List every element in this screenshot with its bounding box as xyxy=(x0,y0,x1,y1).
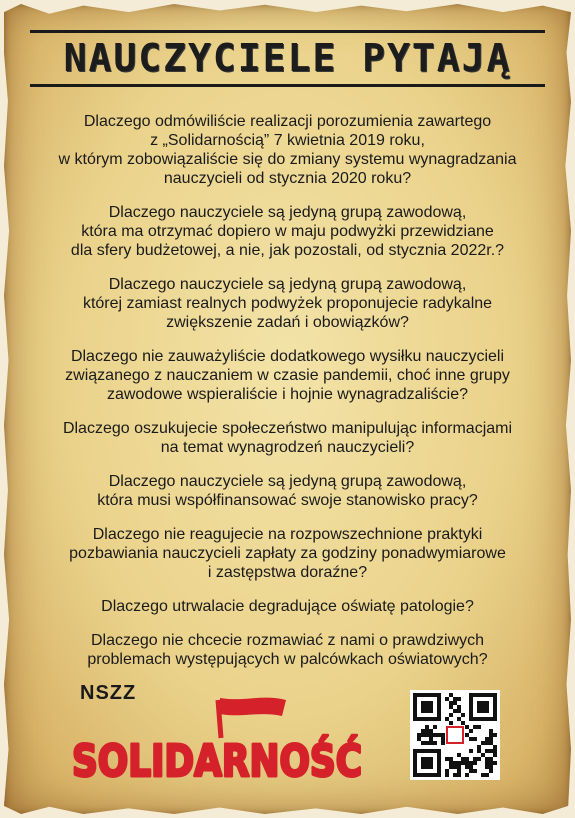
page-title: NAUCZYCIELE PYTAJĄ xyxy=(63,36,512,80)
question-line: Dlaczego nie zauważyliście dodatkowego wysiłku nauczycieli xyxy=(70,348,505,365)
question-line: i zastępstwa doraźne? xyxy=(207,564,368,581)
question-line: Dlaczego nie reagujecie na rozpowszechnione praktyki xyxy=(92,526,483,543)
question-5 xyxy=(20,419,555,457)
question-1 xyxy=(20,112,555,188)
question-line: na temat wynagrodzeń nauczycieli? xyxy=(160,439,415,456)
title-top-rule xyxy=(30,30,545,33)
title-bottom-rule xyxy=(30,84,545,87)
question-line: Dlaczego nauczyciele są jedyną grupą zawodową, xyxy=(108,473,467,490)
question-line: Dlaczego nauczyciele są jedyną grupą zawodową, xyxy=(108,276,467,293)
question-line: Dlaczego nauczyciele są jedyną grupą zawodową, xyxy=(108,204,467,221)
question-8 xyxy=(20,597,555,616)
question-line: której zamiast realnych podwyżek proponujecie radykalne xyxy=(82,295,493,312)
question-line: problemach występujących w palcówkach oświatowych? xyxy=(87,651,488,668)
question-line: nauczycieli od stycznia 2020 roku? xyxy=(163,170,412,187)
question-line: w którym zobowiązaliście się do zmiany systemu wynagradzania xyxy=(58,151,517,168)
question-3 xyxy=(20,275,555,332)
qr-code[interactable] xyxy=(410,690,500,780)
question-9 xyxy=(20,631,555,669)
question-line: Dlaczego oszukujecie społeczeństwo manipulując informacjami xyxy=(62,420,513,437)
question-4 xyxy=(20,347,555,404)
question-line: która ma otrzymać dopiero w maju podwyżki przewidziane xyxy=(81,223,494,240)
question-line: dla sfery budżetowej, a nie, jak pozostali, od stycznia 2022r.? xyxy=(70,242,505,259)
solidarnosc-logo xyxy=(68,680,429,790)
questions-list xyxy=(20,112,555,684)
question-7 xyxy=(20,525,555,582)
question-line: Dlaczego nie chcecie rozmawiać z nami o prawdziwych xyxy=(90,632,485,649)
question-line: zawodowe wspieraliście i hojnie wynagradzaliście? xyxy=(106,386,469,403)
question-6 xyxy=(20,472,555,510)
question-line: zwiększenie zadań i obowiązków? xyxy=(166,314,409,331)
question-2 xyxy=(20,203,555,260)
question-line: związanego z nauczaniem w czasie pandemii, choć inne grupy xyxy=(65,367,510,384)
question-line: Dlaczego utrwalacie degradujące oświatę patologie? xyxy=(101,598,474,615)
nszz-label: NSZZ xyxy=(80,682,137,704)
qr-code-icon xyxy=(413,693,497,777)
question-line: z „Solidarnością” 7 kwietnia 2019 roku, xyxy=(150,132,425,149)
question-line: Dlaczego odmówiliście realizacji porozumienia zawartego xyxy=(83,113,492,130)
question-line: która musi współfinansować swoje stanowisko pracy? xyxy=(97,492,478,509)
question-line: pozbawiania nauczycieli zapłaty za godziny ponadwymiarowe xyxy=(69,545,506,562)
solidarnosc-wordmark: SOLIDARNOŚĆ xyxy=(72,736,429,787)
